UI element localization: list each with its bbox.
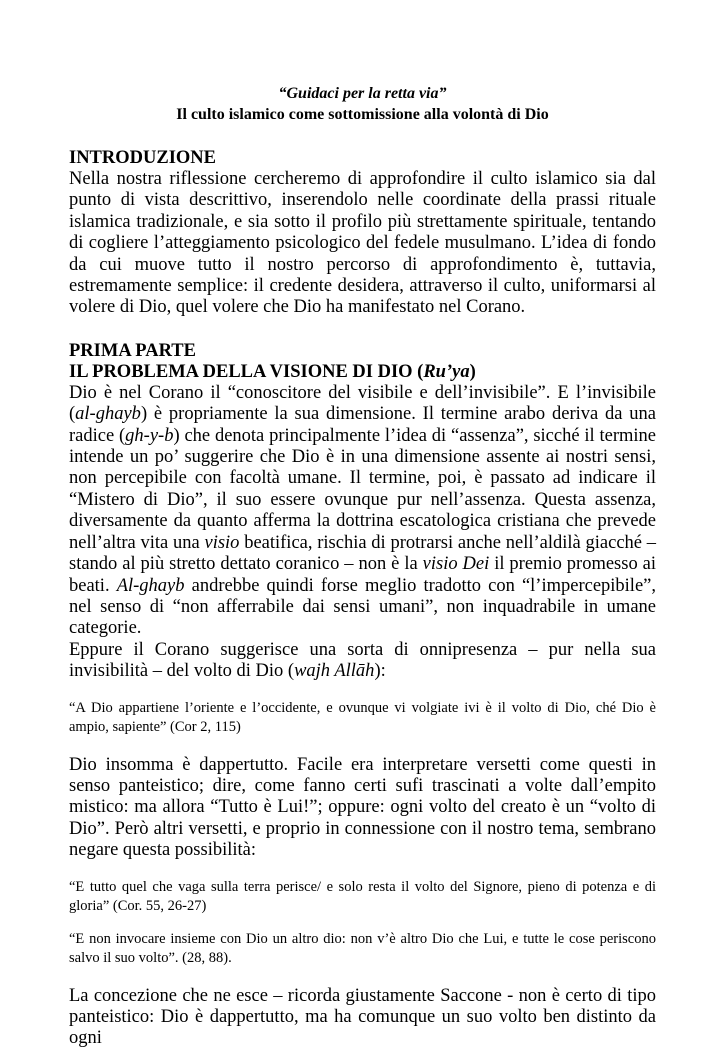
quote-cor-28-88: “E non invocare insieme con Dio un altro dio: non v’è altro Dio che Lui, e tutte le cose periscono salvo il suo volto”. (28, 88). [69,930,656,966]
quote-cor-55-26-27: “E tutto quel che vaga sulla terra perisce/ e solo resta il volto del Signore, pieno di potenza e di gloria” (Cor. 55, 26-27) [69,878,656,914]
part1-subheading: IL PROBLEMA DELLA VISIONE DI DIO (Ru’ya) [69,361,476,382]
intro-heading: INTRODUZIONE [69,148,216,168]
document-subtitle-quote: “Guidaci per la retta via” [278,85,447,102]
part1-paragraph-1: Dio è nel Corano il “conoscitore del visibile e dell’invisibile”. E l’invisibile (al-ghayb) è propriamente la sua dimensione. Il termine arabo deriva da una radice (gh-y-b) che denota principalmente l’idea di “assenza”, sicché il termine intende un po’ suggerire che Dio è in una dimensione assente ai nostri sensi, non percepibile con facoltà umane. Il termine, poi, è passato ad indicare il “Mistero di Dio”, il suo essere ovunque pur nell’assenza. Questa assenza, diversamente da quanto afferma la dottrina escatologica cristiana che prevede nell’altra vita una visio beatifica, rischia di protrarsi anche nell’aldilà giacché – stando al più stretto dettato coranico – non è la visio Dei il premio promesso ai beati. Al-ghayb andrebbe quindi forse meglio tradotto con “l’impercepibile”, nel senso di “non afferrabile dai sensi umani”, non inquadrabile in umane categorie. [69,382,656,639]
part1-heading: PRIMA PARTE [69,340,196,361]
document-title: Il culto islamico come sottomissione alla volontà di Dio [176,106,549,123]
intro-paragraph: Nella nostra riflessione cercheremo di approfondire il culto islamico sia dal punto di vista descrittivo, inserendolo nelle coordinate della prassi rituale islamica tradizionale, e sia sotto il profilo più strettamente spirituale, tentando di cogliere l’atteggiamento psicologico del fedele musulmano. L’idea di fondo da cui muove tutto il nostro percorso di approfondimento è, tuttavia, estremamente semplice: il credente desidera, attraverso il culto, uniformarsi al volere di Dio, quel volere che Dio ha manifestato nel Corano. [69,169,656,318]
part1-paragraph-3: Dio insomma è dappertutto. Facile era interpretare versetti come questi in senso panteistico; dire, come fanno certi sufi trascinati a volte dall’empito mistico: ma allora “Tutto è Lui!”; oppure: ogni volto del creato è un “volto di Dio”. Però altri versetti, e proprio in connessione con il nostro tema, sembrano negare questa possibilità: [69,754,656,861]
part1-paragraph-2: Eppure il Corano suggerisce una sorta di onnipresenza – pur nella sua invisibilità – del volto di Dio (wajh Allāh): [69,639,656,682]
document-page [69,84,656,1050]
quote-cor-2-115: “A Dio appartiene l’oriente e l’occidente, e ovunque vi volgiate ivi è il volto di Dio, ché Dio è ampio, sapiente” (Cor 2, 115) [69,699,656,735]
part1-paragraph-4: La concezione che ne esce – ricorda giustamente Saccone - non è certo di tipo panteistico: Dio è dappertutto, ma ha comunque un suo volto ben distinto da ogni [69,985,656,1049]
